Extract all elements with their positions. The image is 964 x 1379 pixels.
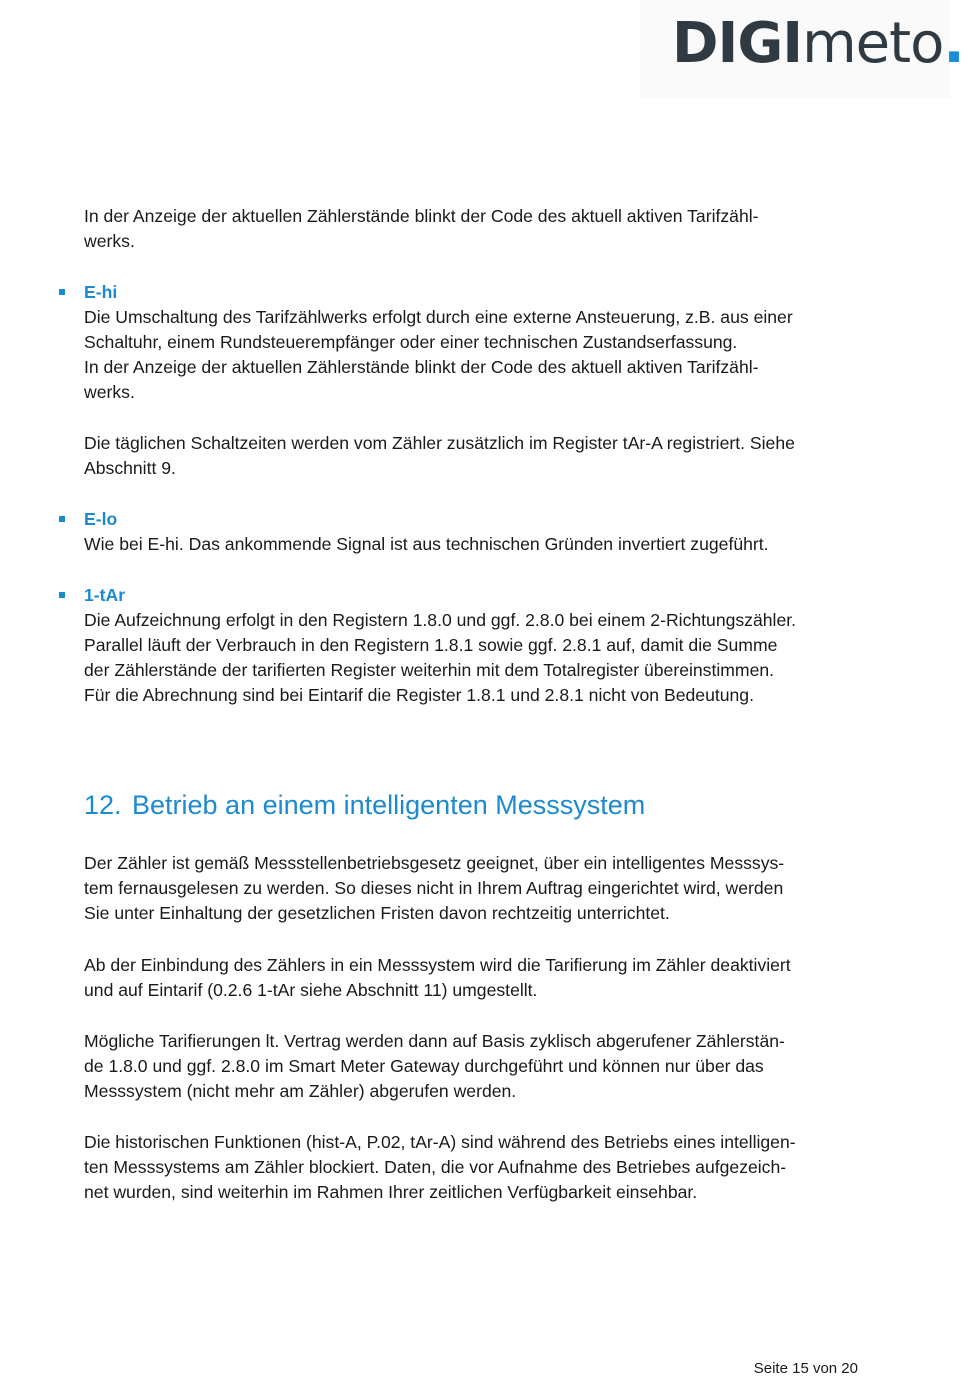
- text-line: Mögliche Tarifierungen lt. Vertrag werden dann auf Basis zyklisch abgerufener Zählerstän-: [84, 1031, 785, 1051]
- bullet-title: E-hi: [84, 282, 118, 302]
- text-line: Ab der Einbindung des Zählers in ein Messsystem wird die Tarifierung im Zähler deaktiviert: [84, 955, 791, 975]
- section-number: 12.: [84, 790, 122, 820]
- text-line: de 1.8.0 und ggf. 2.8.0 im Smart Meter Gateway durchgeführt und können nur über das: [84, 1056, 764, 1076]
- text-line: Wie bei E-hi. Das ankommende Signal ist aus technischen Gründen invertiert zugeführt.: [84, 534, 769, 554]
- logo-text-bold: DIGI: [672, 11, 803, 76]
- text-line: und auf Eintarif (0.2.6 1-tAr siehe Abschnitt 11) umgestellt.: [84, 980, 538, 1000]
- section-paragraph: [84, 953, 874, 1003]
- text-line: Abschnitt 9.: [84, 458, 176, 478]
- bullet-square-icon: [59, 289, 65, 295]
- intro-paragraph: [84, 204, 874, 254]
- text-line: der Zählerstände der tarifierten Register weiterhin mit dem Totalregister übereinstimmen.: [84, 660, 775, 680]
- page-number: Seite 15 von 20: [753, 1360, 858, 1377]
- digimeto-logo: [672, 12, 964, 76]
- bullet-square-icon: [59, 592, 65, 598]
- text-line: werks.: [84, 231, 135, 251]
- section-title: Betrieb an einem intelligenten Messsystem: [132, 790, 646, 820]
- text-line: Die Aufzeichnung erfolgt in den Registern 1.8.0 und ggf. 2.8.0 bei einem 2-Richtungszähler.: [84, 610, 797, 630]
- text-line: Messsystem (nicht mehr am Zähler) abgerufen werden.: [84, 1081, 517, 1101]
- text-line: Für die Abrechnung sind bei Eintarif die Register 1.8.1 und 2.8.1 nicht von Bedeutung.: [84, 685, 754, 705]
- text-line: Parallel läuft der Verbrauch in den Registern 1.8.1 sowie ggf. 2.8.1 auf, damit die Summe: [84, 635, 778, 655]
- section-paragraph: [84, 1130, 874, 1205]
- text-line: Die täglichen Schaltzeiten werden vom Zähler zusätzlich im Register tAr-A registriert. Siehe: [84, 433, 795, 453]
- logo-dot: .: [943, 11, 964, 76]
- text-line: Sie unter Einhaltung der gesetzlichen Fristen davon rechtzeitig unterrichtet.: [84, 903, 670, 923]
- e-hi-extra-paragraph: [84, 431, 874, 481]
- bullet-item-e-lo: [84, 507, 874, 557]
- text-line: ten Messsystems am Zähler blockiert. Daten, die vor Aufnahme des Betriebes aufgezeich-: [84, 1157, 787, 1177]
- logo-text-light: meto: [802, 11, 944, 76]
- text-line: In der Anzeige der aktuellen Zählerstände blinkt der Code des aktuell aktiven Tarifzähl-: [84, 357, 759, 377]
- text-line: Schaltuhr, einem Rundsteuerempfänger oder einer technischen Zustandserfassung.: [84, 332, 738, 352]
- section-paragraph: [84, 851, 874, 926]
- text-line: Die Umschaltung des Tarifzählwerks erfolgt durch eine externe Ansteuerung, z.B. aus einer: [84, 307, 793, 327]
- text-line: werks.: [84, 382, 135, 402]
- bullet-square-icon: [59, 516, 65, 522]
- text-line: net wurden, sind weiterhin im Rahmen Ihrer zeitlichen Verfügbarkeit einsehbar.: [84, 1182, 698, 1202]
- text-line: tem fernausgelesen zu werden. So dieses nicht in Ihrem Auftrag eingerichtet wird, werden: [84, 878, 784, 898]
- text-line: In der Anzeige der aktuellen Zählerstände blinkt der Code des aktuell aktiven Tarifzähl-: [84, 206, 759, 226]
- bullet-title: E-lo: [84, 509, 118, 529]
- bullet-item-e-hi: [84, 280, 874, 405]
- bullet-item-1-tar: [84, 583, 874, 708]
- section-paragraph: [84, 1029, 874, 1104]
- text-line: Die historischen Funktionen (hist-A, P.02, tAr-A) sind während des Betriebs eines intelligen-: [84, 1132, 796, 1152]
- section-heading: [84, 787, 645, 823]
- text-line: Der Zähler ist gemäß Messstellenbetriebsgesetz geeignet, über ein intelligentes Messsys-: [84, 853, 785, 873]
- bullet-title: 1-tAr: [84, 585, 126, 605]
